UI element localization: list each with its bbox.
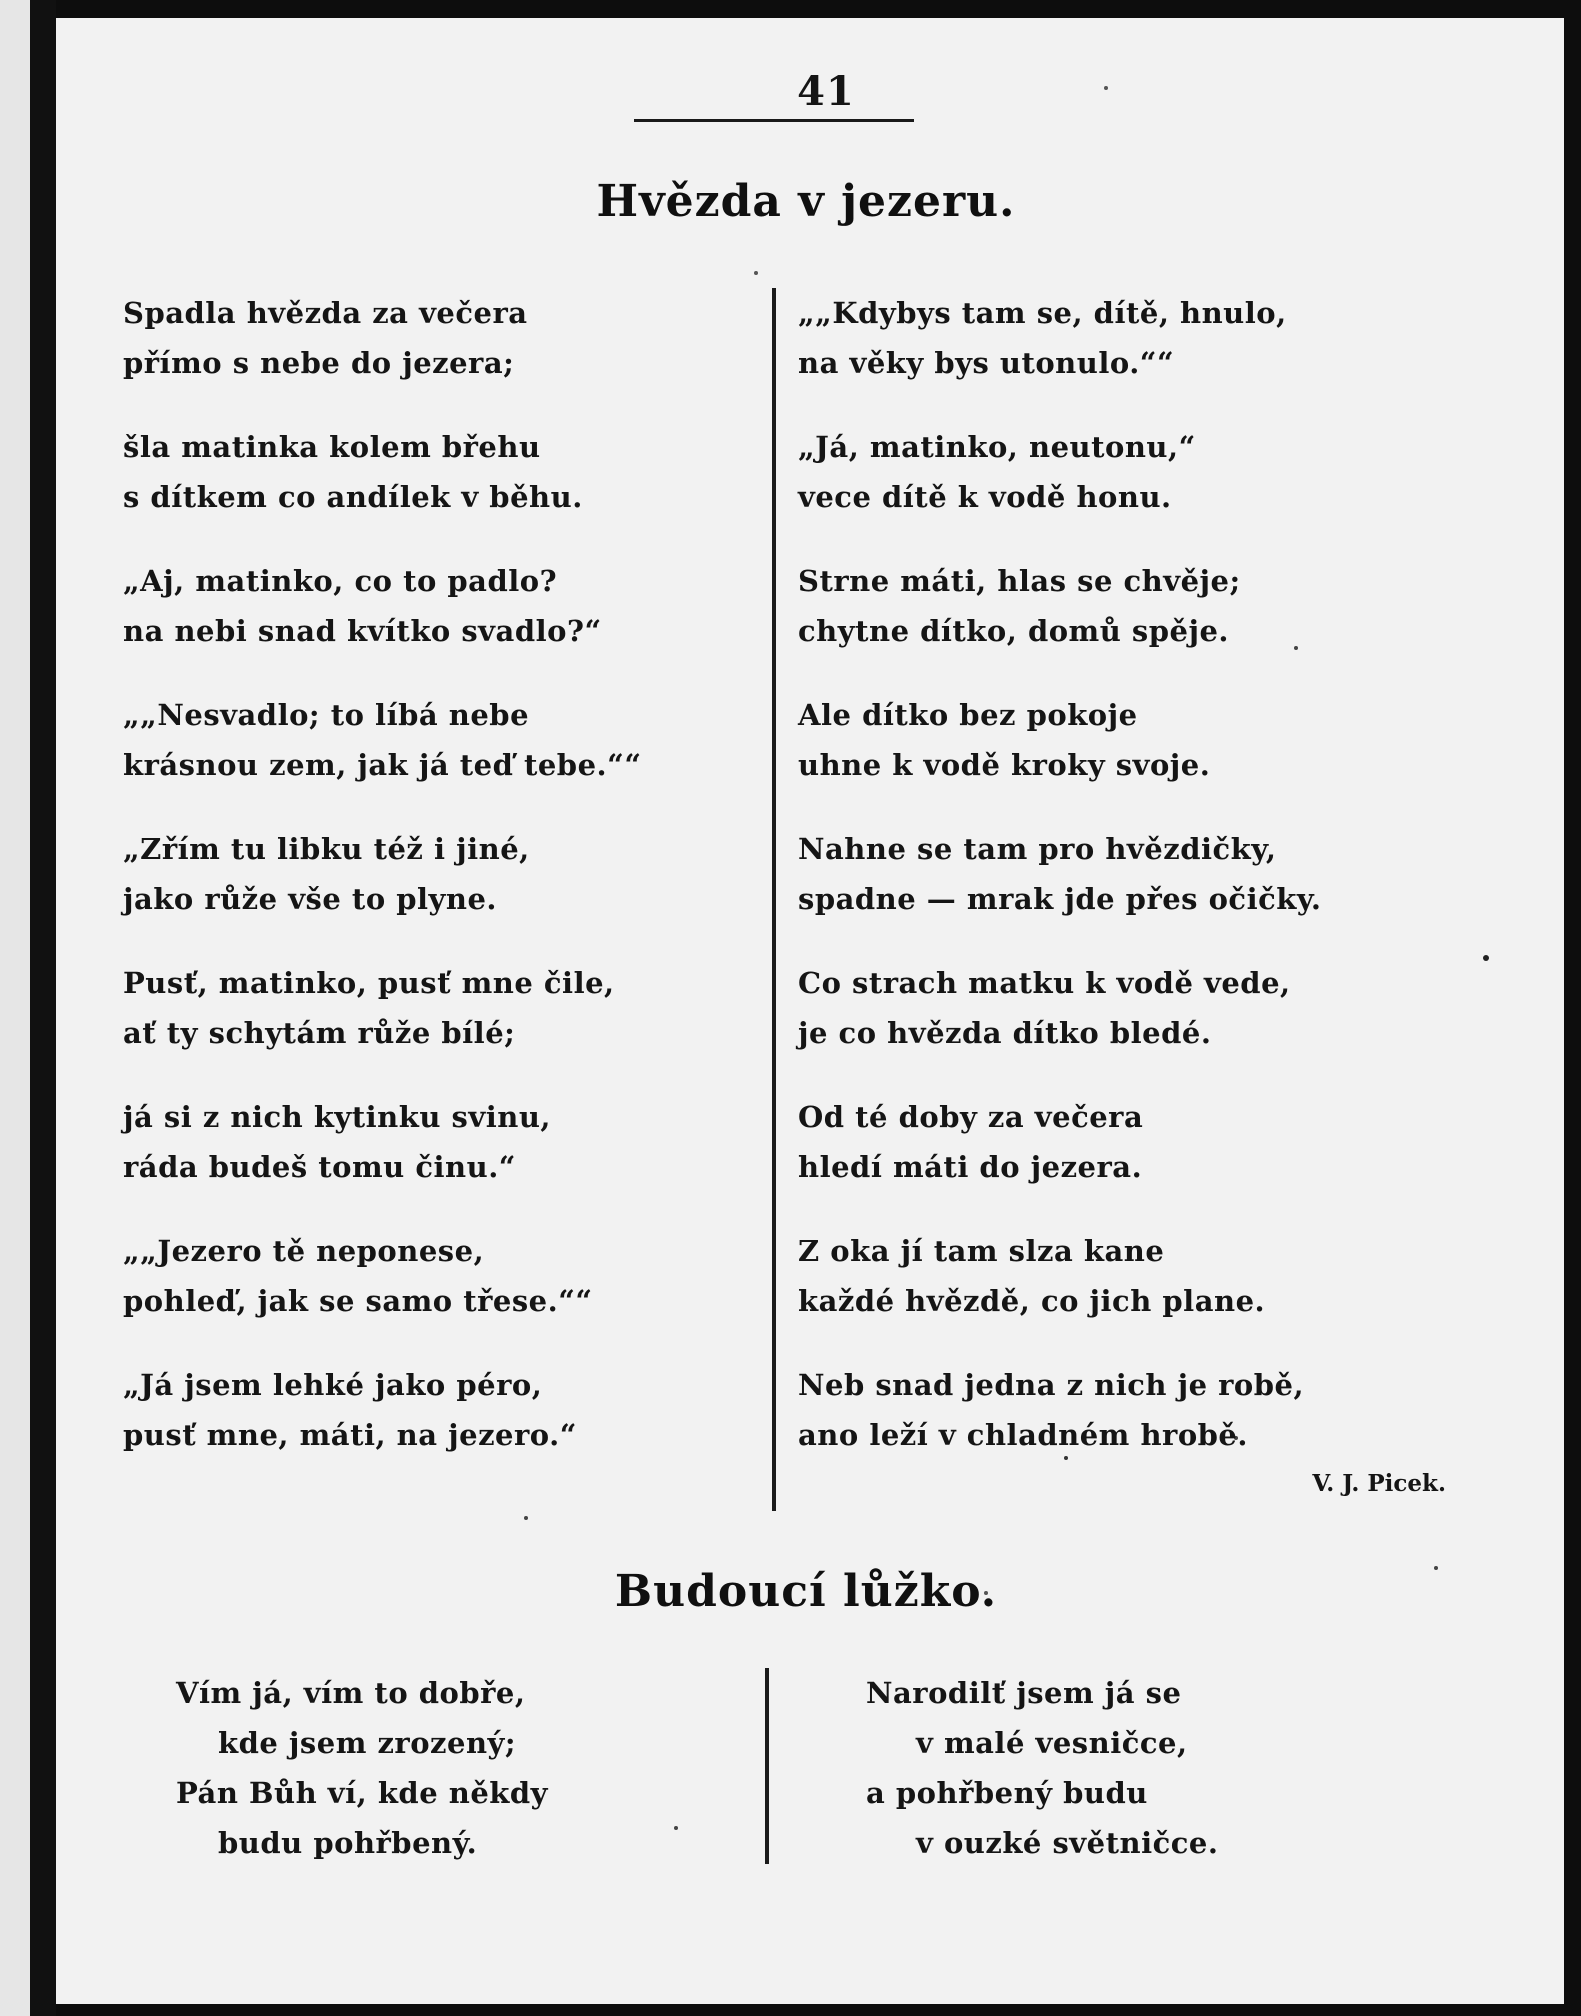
stanza <box>123 556 733 656</box>
verse-line: Narodilť jsem já se <box>866 1676 1182 1710</box>
verse-line: „Aj, matinko, co to padlo? <box>123 564 558 598</box>
verse-line: ano leží v chladném hrobě. <box>798 1418 1248 1452</box>
verse-line: Od té doby za večera <box>798 1100 1144 1134</box>
verse-line: „Zřím tu libku též i jiné, <box>123 832 530 866</box>
page-paper <box>56 18 1564 2004</box>
verse-line: Nahne se tam pro hvězdičky, <box>798 832 1277 866</box>
stanza <box>123 690 733 790</box>
verse-line: Pusť, matinko, pusť mne čile, <box>123 966 615 1000</box>
verse-line: „Já, matinko, neutonu,“ <box>798 430 1196 464</box>
column-divider <box>772 288 776 1511</box>
stanza <box>123 958 733 1058</box>
stanza <box>798 1360 1498 1460</box>
stanza <box>798 824 1498 924</box>
verse-line: na nebi snad kvítko svadlo?“ <box>123 614 602 648</box>
poem-title: Hvězda v jezeru. <box>596 176 1016 227</box>
gutter-shadow <box>30 0 56 2016</box>
verse-line: Strne máti, hlas se chvěje; <box>798 564 1241 598</box>
poem-left-column <box>123 288 733 1460</box>
verse-line: „„Jezero tě neponese, <box>123 1234 485 1268</box>
stanza <box>798 1226 1498 1326</box>
stanza <box>123 1360 733 1460</box>
verse-line: Vím já, vím to dobře, <box>176 1676 526 1710</box>
verse-line: „„Kdybys tam se, dítě, hnulo, <box>798 296 1287 330</box>
verse-line: přímo s nebe do jezera; <box>123 346 515 380</box>
verse-line: ať ty schytám růže bílé; <box>123 1016 516 1050</box>
verse-line: Neb snad jedna z nich je robě, <box>798 1368 1305 1402</box>
verse-line: šla matinka kolem břehu <box>123 430 541 464</box>
verse-line: s dítkem co andílek v běhu. <box>123 480 583 514</box>
column-divider <box>765 1668 769 1864</box>
stanza <box>123 824 733 924</box>
verse-line: je co hvězda dítko bledé. <box>798 1016 1212 1050</box>
stanza <box>798 690 1498 790</box>
poem2-right-column <box>866 1668 1366 1868</box>
stanza <box>798 958 1498 1058</box>
verse-line: krásnou zem, jak já teď tebe.““ <box>123 748 642 782</box>
verse-line: uhne k vodě kroky svoje. <box>798 748 1211 782</box>
verse-line: Spadla hvězda za večera <box>123 296 528 330</box>
verse-line: každé hvězdě, co jich plane. <box>798 1284 1266 1318</box>
poem-title: Budoucí lůžko. <box>614 1566 998 1617</box>
adjacent-page-edge <box>0 0 30 2016</box>
stanza <box>798 556 1498 656</box>
verse-line: Pán Bůh ví, kde někdy <box>176 1776 549 1810</box>
verse-line: budu pohřbený. <box>218 1826 478 1860</box>
verse-line: spadne — mrak jde přes očičky. <box>798 882 1322 916</box>
verse-line: ráda budeš tomu činu.“ <box>123 1150 516 1184</box>
stanza <box>123 1226 733 1326</box>
stanza <box>123 1092 733 1192</box>
stanza <box>798 422 1498 522</box>
stanza <box>123 422 733 522</box>
stanza <box>123 288 733 388</box>
verse-line: chytne dítko, domů spěje. <box>798 614 1230 648</box>
verse-line: Z oka jí tam slza kane <box>798 1234 1165 1268</box>
verse-line: pusť mne, máti, na jezero.“ <box>123 1418 577 1452</box>
verse-line: v malé vesničce, <box>916 1726 1188 1760</box>
poem-right-column <box>798 288 1498 1460</box>
poem2-left-column <box>176 1668 716 1868</box>
stanza <box>798 1092 1498 1192</box>
verse-line: vece dítě k vodě honu. <box>798 480 1172 514</box>
verse-line: Co strach matku k vodě vede, <box>798 966 1291 1000</box>
verse-line: jako růže vše to plyne. <box>123 882 498 916</box>
verse-line: a pohřbený budu <box>866 1776 1148 1810</box>
page-number-rule <box>634 119 914 122</box>
stanza <box>798 288 1498 388</box>
verse-line: Ale dítko bez pokoje <box>798 698 1138 732</box>
page-number: 41 <box>797 68 855 115</box>
verse-line: na věky bys utonulo.““ <box>798 346 1175 380</box>
verse-line: kde jsem zrozený; <box>218 1726 517 1760</box>
verse-line: „„Nesvadlo; to líbá nebe <box>123 698 530 732</box>
verse-line: „Já jsem lehké jako péro, <box>123 1368 543 1402</box>
verse-line: hledí máti do jezera. <box>798 1150 1143 1184</box>
verse-line: v ouzké světničce. <box>916 1826 1219 1860</box>
verse-line: pohleď, jak se samo třese.““ <box>123 1284 593 1318</box>
author-signature: V. J. Picek. <box>1312 1470 1446 1497</box>
verse-line: já si z nich kytinku svinu, <box>123 1100 551 1134</box>
